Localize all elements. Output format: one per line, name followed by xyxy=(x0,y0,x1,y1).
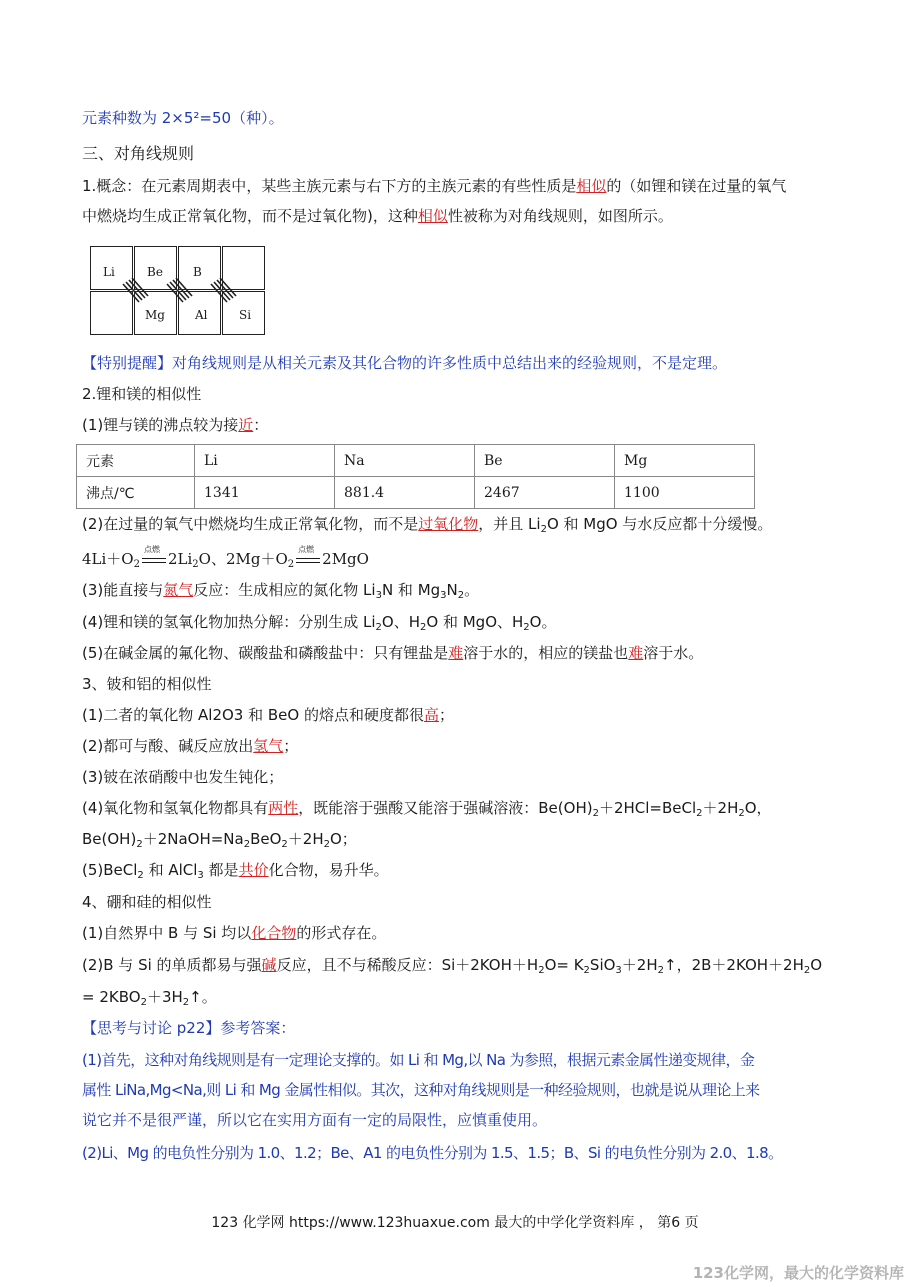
li-mg-p3: (3)能直接与氮气反应：生成相应的氮化物 $Li_3N$ 和 $Mg_3N_2$。 xyxy=(82,581,480,601)
special-tip: 【特别提醒】对角线规则是从相关元素及其化合物的许多性质中总结出来的经验规则，不是定理。 xyxy=(82,354,728,372)
table-cell: Li xyxy=(195,445,335,477)
table-cell: 2467 xyxy=(475,477,615,509)
be-al-q3: (3)铍在浓硝酸中也发生钝化； xyxy=(82,768,284,786)
li-mg-p2: (2)在过量的氧气中燃烧均生成正常氧化物，而不是过氧化物，并且 $Li_2O$ 和 MgO 与水反应都十分缓慢。 xyxy=(82,515,773,535)
answer-1-line-2: 属性 LiNa,Mg<Na,则 Li 和 Mg 金属性相似。其次，这种对角线规则是一种经验规则，也就是说从理论上来 xyxy=(82,1081,760,1099)
diagram-cell: Mg xyxy=(134,291,177,335)
be-al-q1: (1)二者的氧化物 Al2O3 和 BeO 的熔点和硬度都很高； xyxy=(82,706,455,724)
boiling-point-table xyxy=(76,444,755,509)
be-al-q4: (4)氧化物和氢氧化物都具有两性，既能溶于强酸又能溶于强碱溶液：$Be(OH)_2+2HCl=BeCl_2+2H_2O$， xyxy=(82,799,772,819)
b-si-r2-cont: = $2KBO_2+3H_2↑$。 xyxy=(82,988,217,1008)
be-al-title: 3、铍和铝的相似性 xyxy=(82,675,212,693)
answer-1-line-3: 说它并不是很严谨，所以它在实用方面有一定的局限性，应慎重使用。 xyxy=(82,1111,548,1129)
table-cell: 1100 xyxy=(615,477,755,509)
diagonal-rule-diagram xyxy=(90,246,266,336)
b-si-r1: (1)自然界中 B 与 Si 均以化合物的形式存在。 xyxy=(82,924,387,942)
be-al-q2: (2)都可与酸、碱反应放出氢气； xyxy=(82,737,299,755)
diagram-cell: Li xyxy=(90,246,133,290)
be-al-q4-cont: $Be(OH)_2+2NaOH=Na_2BeO_2+2H_2O$； xyxy=(82,830,357,850)
diagram-cell: Be xyxy=(134,246,177,290)
answer-1-line-1: (1)首先，这种对角线规则是有一定理论支撑的。如 Li 和 Mg,以 Na 为参照，根据元素金属性递变规律，金 xyxy=(82,1051,755,1069)
table-cell: Na xyxy=(335,445,475,477)
li-mg-p4: (4)锂和镁的氢氧化物加热分解：分别生成 $Li_2O$、$H_2O$ 和 MgO、$H_2O$。 xyxy=(82,613,557,633)
diagram-cell: B xyxy=(178,246,221,290)
boiling-point-line: (1)锂与镁的沸点较为接近： xyxy=(82,416,269,434)
condition-mark: 点燃 xyxy=(294,548,322,570)
diagram-cell: Al xyxy=(178,291,221,335)
be-al-q5: (5)BeCl$_2$ 和 AlCl$_3$ 都是共价化合物，易升华。 xyxy=(82,861,389,881)
b-si-r2: (2)B 与 Si 的单质都易与强碱反应，且不与稀酸反应：$Si+2KOH+H_2O=$ $K_2SiO_3+2H_2↑$，$2B+2KOH+2H_2O$ xyxy=(82,956,823,976)
li-mg-p5: (5)在碱金属的氟化物、碳酸盐和磷酸盐中：只有锂盐是难溶于水的，相应的镁盐也难溶于水。 xyxy=(82,644,704,662)
concept-line-2: 中燃烧均生成正常氧化物，而不是过氧化物)，这种相似性被称为对角线规则，如图所示。 xyxy=(82,207,673,225)
section3-title: 三、对角线规则 xyxy=(82,144,195,163)
watermark: 123化学网，最大的化学资料库 xyxy=(692,1264,904,1282)
table-cell: 881.4 xyxy=(335,477,475,509)
think-title: 【思考与讨论 p22】参考答案： xyxy=(82,1019,296,1037)
li-mg-title: 2.锂和镁的相似性 xyxy=(82,385,202,403)
table-cell: 沸点/℃ xyxy=(77,477,195,509)
equation-combustion: $4Li+O_2$ 点燃 $2Li_2O$、$2Mg+O_2$ 点燃 2MgO xyxy=(82,545,369,570)
condition-mark: 点燃 xyxy=(140,548,168,570)
table-cell: Mg xyxy=(615,445,755,477)
table-cell: Be xyxy=(475,445,615,477)
table-cell: 元素 xyxy=(77,445,195,477)
b-si-title: 4、硼和硅的相似性 xyxy=(82,893,212,911)
concept-line-1: 1.概念：在元素周期表中，某些主族元素与右下方的主族元素的有些性质是相似的（如锂和镁在过量的氧气 xyxy=(82,177,787,195)
count-line: 元素种数为 2×5²=50（种）。 xyxy=(82,109,284,127)
keyword-similar: 相似 xyxy=(576,177,607,195)
answer-2: (2)Li、Mg 的电负性分别为 1.0、1.2；Be、A1 的电负性分别为 1.5、1.5；B、Si 的电负性分别为 2.0、1.8。 xyxy=(82,1144,783,1162)
diagonal-arrows xyxy=(90,246,266,336)
keyword-similar: 相似 xyxy=(417,207,448,225)
diagram-cell: Si xyxy=(222,291,265,335)
table-row xyxy=(77,477,755,509)
page-footer: 123 化学网 https://www.123huaxue.com 最大的中学化学资料库 ， 第6 页 xyxy=(211,1215,699,1231)
table-row xyxy=(77,445,755,477)
table-cell: 1341 xyxy=(195,477,335,509)
